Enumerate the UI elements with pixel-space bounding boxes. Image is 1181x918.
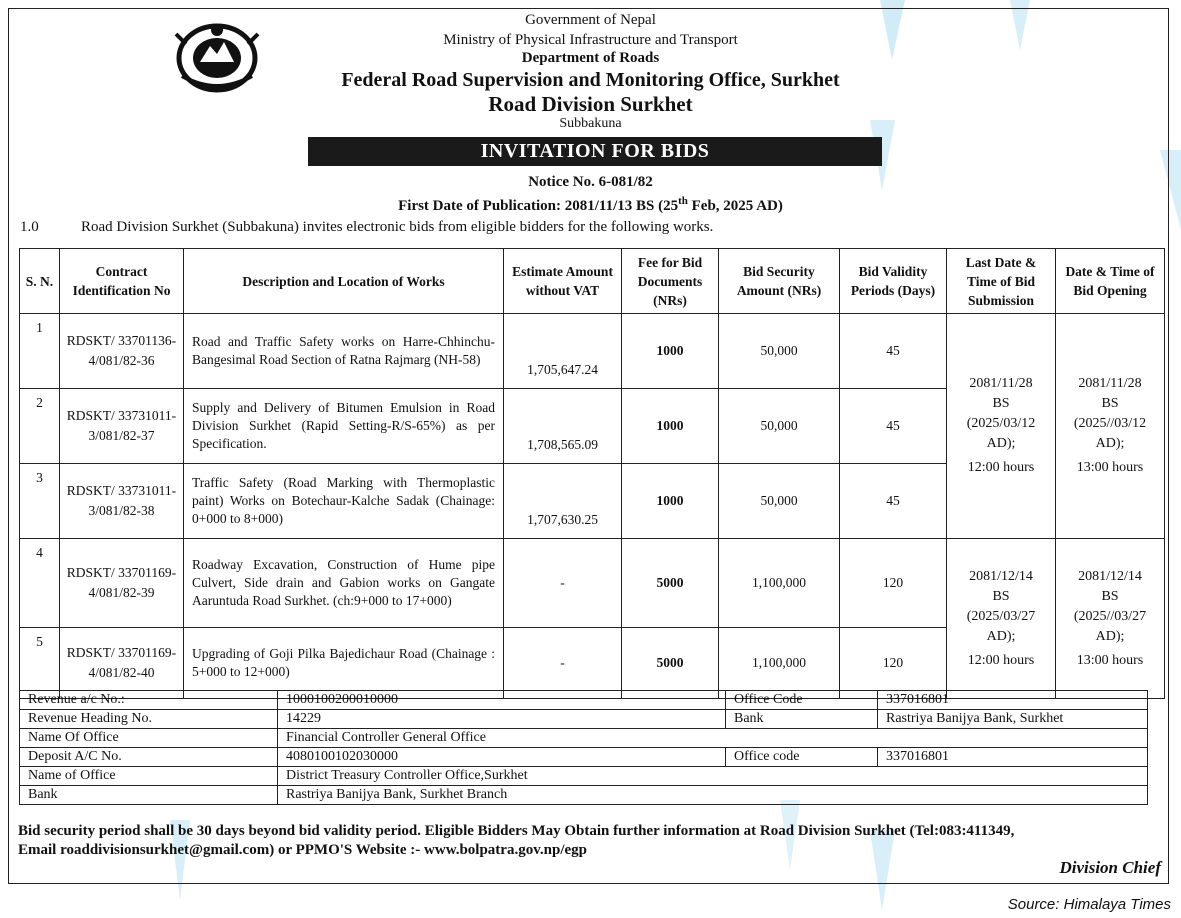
table-row — [20, 729, 1148, 748]
group2-submission-date: 2081/12/14 — [969, 568, 1033, 584]
row-contract-id: RDSKT/ 33701136-4/081/82-36 — [60, 314, 184, 389]
deposit-label: Deposit A/C No. — [20, 748, 278, 767]
row-fee: 5000 — [622, 628, 719, 699]
row-validity: 45 — [840, 314, 947, 389]
row-validity: 45 — [840, 389, 947, 464]
document-title: INVITATION FOR BIDS — [308, 137, 882, 166]
group1-opening-time: 13:00 hours — [1076, 460, 1144, 475]
government-name: Government of Nepal — [525, 12, 656, 28]
row-contract-id: RDSKT/ 33731011-3/081/82-38 — [60, 464, 184, 539]
group2-opening-date: 2081/12/14 — [1078, 568, 1142, 584]
row-sn: 4 — [20, 539, 60, 628]
name-of-office2-label: Name of Office — [20, 767, 278, 786]
row-estimate: 1,705,647.24 — [504, 314, 622, 389]
name-of-office-label: Name Of Office — [20, 729, 278, 748]
group2-opening — [1056, 539, 1165, 699]
office-location: Subbakuna — [559, 116, 622, 131]
row-security: 50,000 — [719, 389, 840, 464]
header-opening: Date & Time of Bid Opening — [1056, 249, 1165, 314]
bank-label: Bank — [726, 710, 878, 729]
header-estimate: Estimate Amount without VAT — [504, 249, 622, 314]
row-estimate: - — [504, 539, 622, 628]
row-security: 50,000 — [719, 464, 840, 539]
revenue-heading-value: 14229 — [278, 710, 726, 729]
row-validity: 45 — [840, 464, 947, 539]
footer-note — [18, 822, 1168, 860]
row-sn: 5 — [20, 628, 60, 699]
group1-submission-ad2: AD); — [986, 436, 1016, 451]
table-row — [20, 767, 1148, 786]
office-code-label: Office Code — [726, 691, 878, 710]
table-row — [20, 314, 1165, 389]
office-code-value: 337016801 — [878, 691, 1148, 710]
row-fee: 1000 — [622, 314, 719, 389]
revenue-ac-label: Revenue a/c No.: — [20, 691, 278, 710]
row-fee: 1000 — [622, 389, 719, 464]
table-row — [20, 786, 1148, 805]
group2-opening-ad: (2025//03/27 — [1073, 608, 1147, 624]
ministry-name: Ministry of Physical Infrastructure and Transport — [443, 32, 738, 48]
group1-submission-cal: BS — [992, 396, 1010, 411]
group1-opening-date: 2081/11/28 — [1078, 376, 1142, 391]
row-estimate: - — [504, 628, 622, 699]
bank2-label: Bank — [20, 786, 278, 805]
notice-number: Notice No. 6-081/82 — [528, 174, 653, 190]
table-row — [20, 691, 1148, 710]
deposit-value: 4080100102030000 — [278, 748, 726, 767]
group2-submission-cal: BS — [992, 588, 1010, 604]
header-contract: Contract Identification No — [60, 249, 184, 314]
group2-opening-cal: BS — [1101, 588, 1119, 604]
publication-date-suffix: Feb, 2025 AD) — [687, 198, 783, 214]
header-validity: Bid Validity Periods (Days) — [840, 249, 947, 314]
group1-submission-time: 12:00 hours — [967, 460, 1035, 475]
table-row — [20, 710, 1148, 729]
row-description: Roadway Excavation, Construction of Hume pipe Culvert, Side drain and Gabion works on Gangate Aaruntuda Road Surkhet. (ch:9+000 to 17+000) — [184, 539, 504, 628]
intro-number: 1.0 — [20, 219, 39, 235]
department-name: Department of Roads — [521, 50, 660, 66]
table-header-row — [20, 249, 1165, 314]
row-estimate: 1,708,565.09 — [504, 389, 622, 464]
revenue-ac-value: 1000100200010000 — [278, 691, 726, 710]
group2-submission-time: 12:00 hours — [967, 652, 1035, 668]
row-security: 1,100,000 — [719, 628, 840, 699]
row-description: Traffic Safety (Road Marking with Thermoplastic paint) Works on Botechaur-Kalche Sadak (Chainage: 0+000 to 8+000) — [184, 464, 504, 539]
row-sn: 2 — [20, 389, 60, 464]
row-fee: 1000 — [622, 464, 719, 539]
signature: Division Chief — [1059, 858, 1161, 877]
footer-note-line1: Bid security period shall be 30 days beyond bid validity period. Eligible Bidders May Obtain further information at Road Division Surkhet (Tel:083:411349, — [18, 823, 1015, 839]
row-fee: 5000 — [622, 539, 719, 628]
row-sn: 1 — [20, 314, 60, 389]
group2-submission-ad: (2025/03/27 — [966, 608, 1036, 624]
row-security: 50,000 — [719, 314, 840, 389]
group2-submission — [947, 539, 1056, 699]
bank-value: Rastriya Banijya Bank, Surkhet — [878, 710, 1148, 729]
group1-opening-ad: (2025//03/12 — [1073, 416, 1147, 431]
group1-submission-date: 2081/11/28 — [969, 376, 1033, 391]
row-validity: 120 — [840, 539, 947, 628]
row-contract-id: RDSKT/ 33701169-4/081/82-39 — [60, 539, 184, 628]
table-row — [20, 539, 1165, 628]
group1-submission — [947, 314, 1056, 539]
publication-date — [0, 195, 1181, 215]
row-description: Supply and Delivery of Bitumen Emulsion in Road Division Surkhet (Rapid Setting-R/S-65%) as per Specification. — [184, 389, 504, 464]
revenue-heading-label: Revenue Heading No. — [20, 710, 278, 729]
row-estimate: 1,707,630.25 — [504, 464, 622, 539]
accounts-table — [19, 690, 1148, 805]
publication-date-prefix: First Date of Publication: 2081/11/13 BS (25 — [398, 198, 679, 214]
header-fee: Fee for Bid Documents (NRs) — [622, 249, 719, 314]
group2-opening-ad2: AD); — [1095, 628, 1125, 644]
source-credit: Source: Himalaya Times — [1007, 896, 1171, 913]
group2-opening-time: 13:00 hours — [1076, 652, 1144, 668]
row-description: Road and Traffic Safety works on Harre-Chhinchu-Bangesimal Road Section of Ratna Rajmarg (NH-58) — [184, 314, 504, 389]
footer-note-line2: Email roaddivisionsurkhet@gmail.com) or PPMO'S Website :- www.bolpatra.gov.np/egp — [18, 842, 587, 858]
publication-date-sup: th — [678, 195, 688, 207]
office-code2-label: Office code — [726, 748, 878, 767]
header-description: Description and Location of Works — [184, 249, 504, 314]
header-sn: S. N. — [20, 249, 60, 314]
row-contract-id: RDSKT/ 33701169-4/081/82-40 — [60, 628, 184, 699]
row-description: Upgrading of Goji Pilka Bajedichaur Road (Chainage : 5+000 to 12+000) — [184, 628, 504, 699]
group2-submission-ad2: AD); — [986, 628, 1016, 644]
name-of-office-value: Financial Controller General Office — [278, 729, 1148, 748]
bids-table — [19, 248, 1165, 699]
row-security: 1,100,000 — [719, 539, 840, 628]
row-sn: 3 — [20, 464, 60, 539]
group1-opening-ad2: AD); — [1095, 436, 1125, 451]
header-security: Bid Security Amount (NRs) — [719, 249, 840, 314]
row-contract-id: RDSKT/ 33731011-3/081/82-37 — [60, 389, 184, 464]
table-row — [20, 748, 1148, 767]
group1-submission-ad: (2025/03/12 — [966, 416, 1036, 431]
group1-opening-cal: BS — [1101, 396, 1119, 411]
header-last-date: Last Date & Time of Bid Submission — [947, 249, 1056, 314]
office-name: Federal Road Supervision and Monitoring Office, Surkhet — [341, 69, 840, 91]
bank2-value: Rastriya Banijya Bank, Surkhet Branch — [278, 786, 1148, 805]
intro-text: Road Division Surkhet (Subbakuna) invites electronic bids from eligible bidders for the following works. — [81, 219, 714, 235]
name-of-office2-value: District Treasury Controller Office,Surkhet — [278, 767, 1148, 786]
row-validity: 120 — [840, 628, 947, 699]
division-name: Road Division Surkhet — [488, 92, 693, 116]
office-code2-value: 337016801 — [878, 748, 1148, 767]
group1-opening — [1056, 314, 1165, 539]
